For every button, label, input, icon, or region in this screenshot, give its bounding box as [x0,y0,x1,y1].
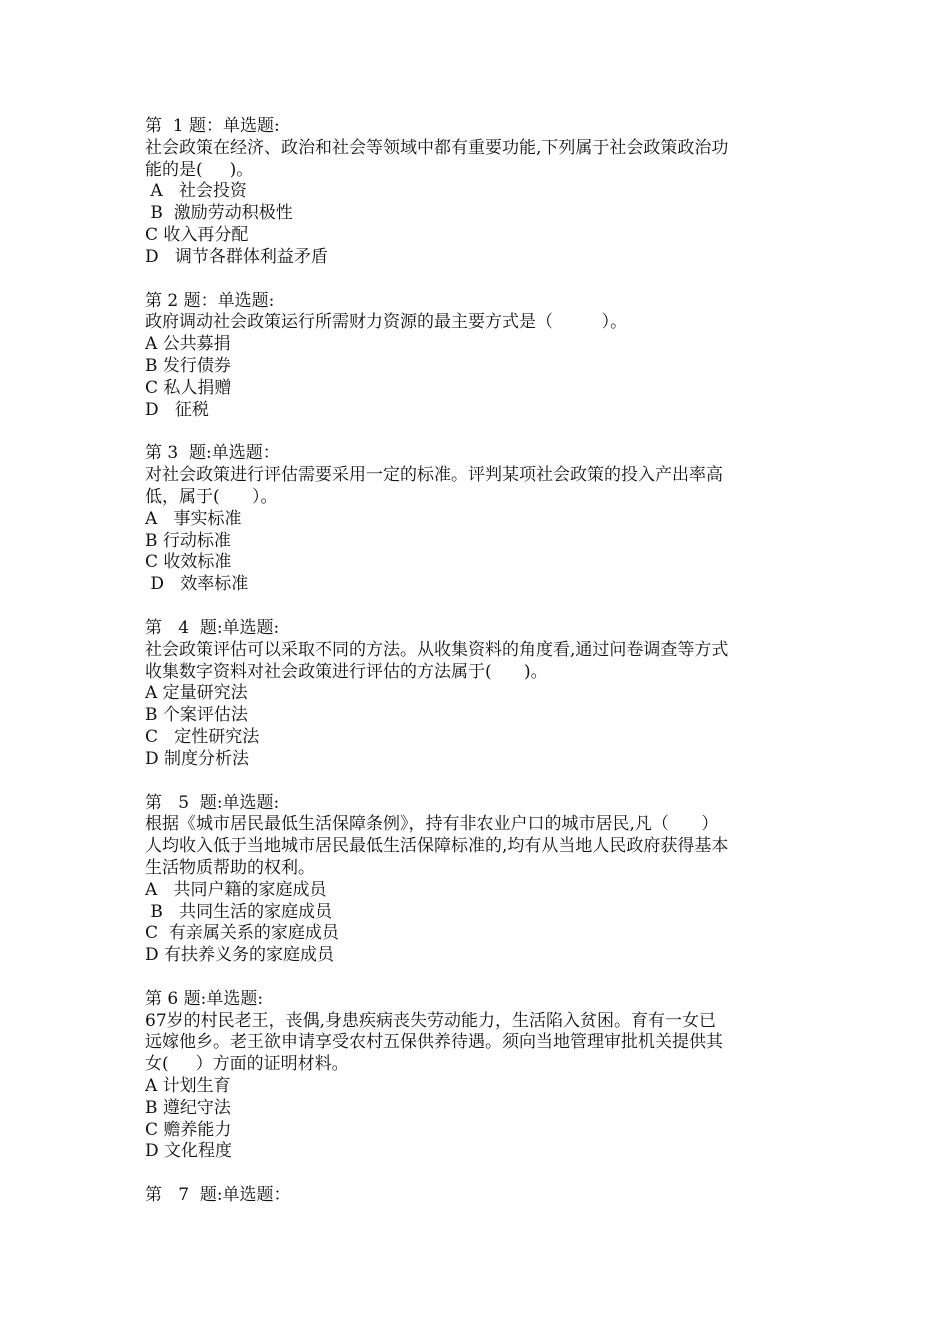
question-stem-line: 生活物质帮助的权利。 [145,857,315,878]
question-4 [145,618,825,771]
option-b: B 个案评估法 [145,705,248,726]
question-3 [145,443,825,596]
question-header: 第 6 题:单选题: [145,988,264,1009]
option-d: D 文化程度 [145,1141,233,1162]
option-d: D 调节各群体利益矛盾 [145,246,328,267]
option-b: B 激励劳动积极性 [145,203,293,224]
question-stem-line: 政府调动社会政策运行所需财力资源的最主要方式是（ ）。 [145,312,628,333]
question-header: 第 7 题:单选题： [145,1185,291,1206]
option-c: C 赡养能力 [145,1119,232,1140]
option-a: A 计划生育 [145,1076,231,1097]
question-stem-line: 对社会政策进行评估需要采用一定的标准。评判某项社会政策的投入产出率高 [145,465,723,486]
option-c: C 定性研究法 [145,726,260,747]
option-b: B 行动标准 [145,530,231,551]
question-stem-line: 低，属于( ）。 [145,486,278,507]
question-stem-line: 根据《城市居民最低生活保障条例》，持有非农业户口的城市居民,凡（ ） [145,814,719,835]
question-header: 第 5 题:单选题: [145,792,280,813]
question-1 [145,116,825,269]
option-d: D 效率标准 [145,574,249,595]
question-stem-line: 收集数字资料对社会政策进行评估的方法属于( )。 [145,661,548,682]
question-stem-line: 远嫁他乡。老王欲申请享受农村五保供养待遇。须向当地管理审批机关提供其 [145,1032,723,1053]
option-a: A 公共募捐 [145,334,231,355]
question-stem-line: 人均收入低于当地城市居民最低生活保障标准的,均有从当地人民政府获得基本 [145,836,729,857]
option-a: A 共同户籍的家庭成员 [145,879,327,900]
question-5 [145,793,825,967]
question-document [145,116,825,1229]
question-6 [145,989,825,1163]
option-a: A 社会投资 [145,181,247,202]
question-stem-line: 社会政策评估可以采取不同的方法。从收集资料的角度看,通过问卷调查等方式 [145,639,729,660]
option-b: B 发行债券 [145,355,231,376]
question-7 [145,1185,825,1207]
option-c: C 收入再分配 [145,224,249,245]
question-stem-line: 67岁的村民老王，丧偶,身患疾病丧失劳动能力，生活陷入贫困。育有一女已 [145,1010,717,1031]
question-stem-line: 社会政策在经济、政治和社会等领域中都有重要功能,下列属于社会政策政治功 [145,137,729,158]
option-d: D 征税 [145,399,209,420]
question-2 [145,291,825,422]
option-b: B 共同生活的家庭成员 [145,901,333,922]
question-stem-line: 能的是( )。 [145,159,254,180]
question-header: 第 1 题：单选题: [145,116,280,136]
question-stem-line: 女( ）方面的证明材料。 [145,1054,349,1075]
option-a: A 事实标准 [145,508,242,529]
option-d: D 制度分析法 [145,748,250,769]
option-c: C 有亲属关系的家庭成员 [145,923,339,944]
option-c: C 收效标准 [145,552,232,573]
option-b: B 遵纪守法 [145,1097,231,1118]
question-header: 第 4 题:单选题: [145,617,280,638]
option-c: C 私人捐赠 [145,377,232,398]
option-a: A 定量研究法 [145,683,248,704]
option-d: D 有扶养义务的家庭成员 [145,945,335,966]
question-header: 第 2 题：单选题: [145,290,275,311]
question-header: 第 3 题:单选题： [145,443,280,464]
